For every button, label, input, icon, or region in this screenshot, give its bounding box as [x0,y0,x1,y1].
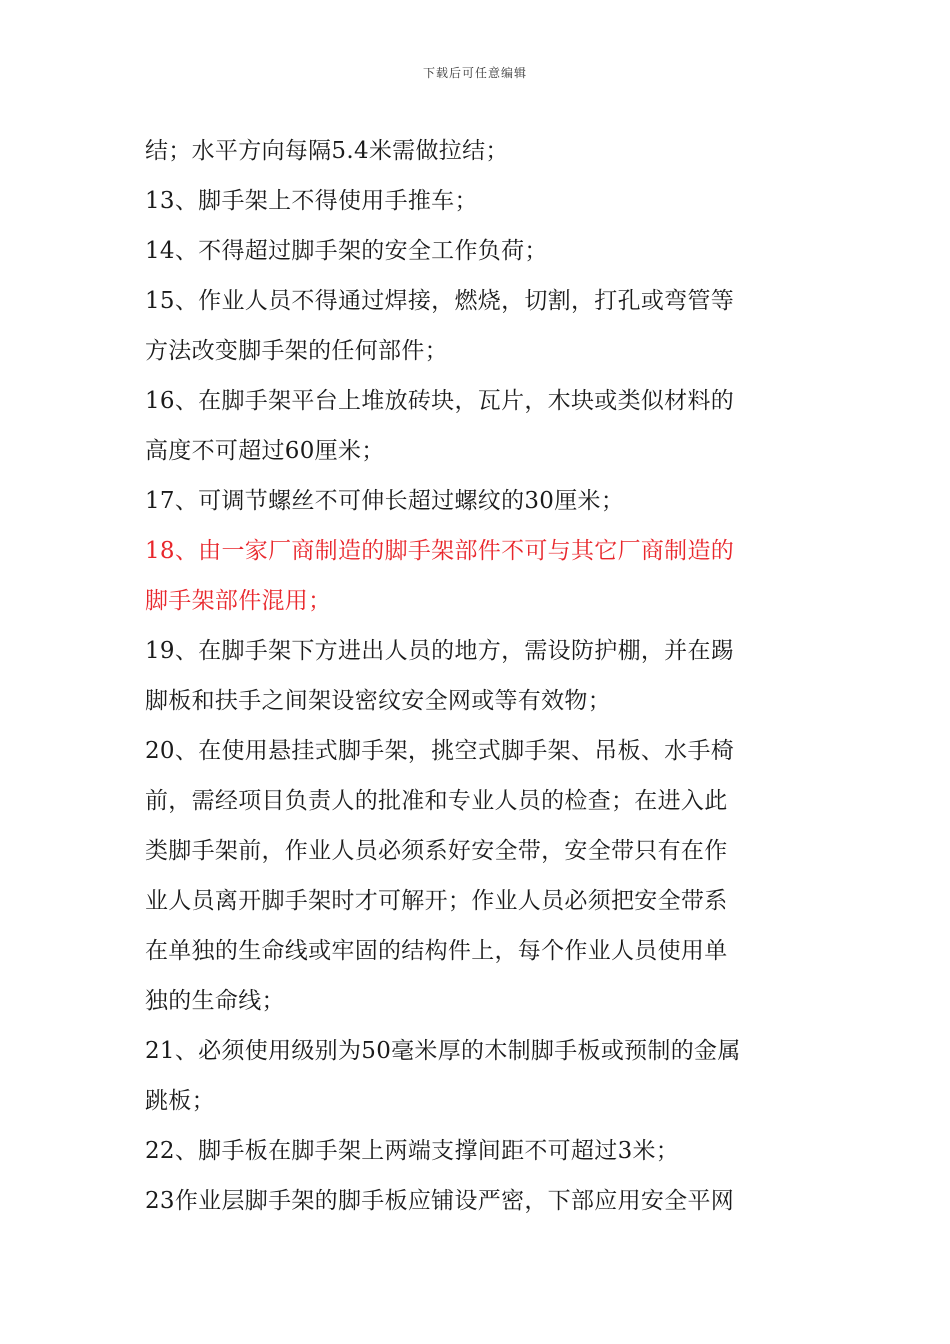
text-line: 跳板； [145,1088,215,1114]
page-header: 下载后可任意编辑 [422,66,527,80]
text-line: 类脚手架前，作业人员必须系好安全带，安全带只有在作 [145,838,728,864]
text-line: 方法改变脚手架的任何部件； [145,338,448,364]
text-line: 19、在脚手架下方进出人员的地方，需设防护棚，并在踢 [145,638,735,664]
text-line: 高度不可超过60厘米； [145,438,385,464]
text-line: 20、在使用悬挂式脚手架，挑空式脚手架、吊板、水手椅 [145,738,735,764]
highlighted-text-line: 18、由一家厂商制造的脚手架部件不可与其它厂商制造的 [145,538,735,564]
text-line: 独的生命线； [145,988,285,1014]
text-line: 业人员离开脚手架时才可解开；作业人员必须把安全带系 [145,888,728,914]
highlighted-text-line: 脚手架部件混用； [145,588,332,614]
text-line: 结；水平方向每隔5.4米需做拉结； [145,138,509,164]
text-line: 14、不得超过脚手架的安全工作负荷； [145,238,548,264]
text-line: 前，需经项目负责人的批准和专业人员的检查；在进入此 [145,788,728,814]
text-line: 22、脚手板在脚手架上两端支撑间距不可超过3米； [145,1138,680,1164]
text-line: 脚板和扶手之间架设密纹安全网或等有效物； [145,688,611,714]
text-line: 17、可调节螺丝不可伸长超过螺纹的30厘米； [145,488,625,514]
text-line: 21、必须使用级别为50毫米厚的木制脚手板或预制的金属 [145,1038,741,1064]
text-line: 16、在脚手架平台上堆放砖块，瓦片，木块或类似材料的 [145,388,735,414]
text-line: 15、作业人员不得通过焊接，燃烧，切割，打孔或弯管等 [145,288,735,314]
text-line: 23作业层脚手架的脚手板应铺设严密，下部应用安全平网 [145,1188,735,1214]
text-line: 在单独的生命线或牢固的结构件上，每个作业人员使用单 [145,938,728,964]
document-body [145,126,810,1226]
text-line: 13、脚手架上不得使用手推车； [145,188,478,214]
